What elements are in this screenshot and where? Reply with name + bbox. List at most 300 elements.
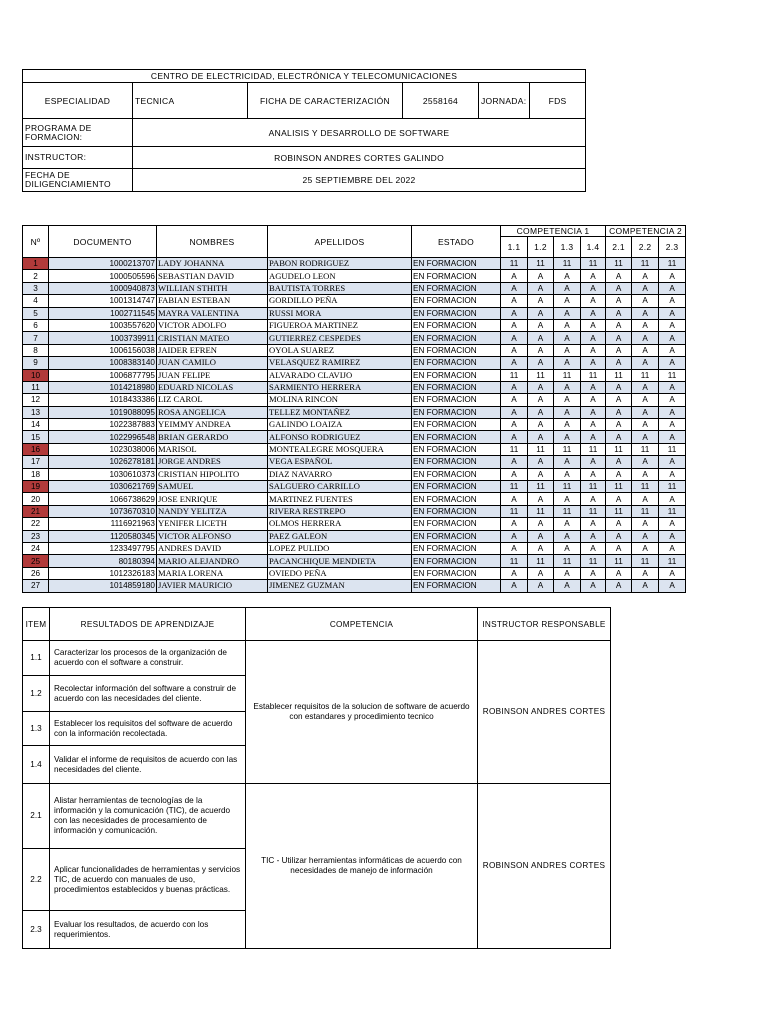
grade-cell: 11 <box>606 369 632 381</box>
grade-cell: A <box>632 344 659 356</box>
documento-cell: 1012326183 <box>49 567 157 579</box>
nombres-cell: YEIMMY ANDREA <box>157 419 268 431</box>
item-number: 2.1 <box>23 784 50 849</box>
apellidos-cell: OVIEDO PEÑA <box>268 567 412 579</box>
instructor-responsable: ROBINSON ANDRES CORTES <box>478 784 611 949</box>
grade-cell: A <box>659 270 686 282</box>
estado-cell: EN FORMACION <box>412 518 501 530</box>
student-row <box>23 555 686 567</box>
grade-cell: A <box>606 468 632 480</box>
grade-cell: A <box>554 406 581 418</box>
grade-cell: 11 <box>501 258 528 270</box>
grade-cell: 11 <box>632 555 659 567</box>
grade-cell: A <box>632 456 659 468</box>
grade-cell: 11 <box>659 369 686 381</box>
documento-cell: 1003739911 <box>49 332 157 344</box>
grade-cell: A <box>632 282 659 294</box>
grade-cell: A <box>501 319 528 331</box>
jornada-value: FDS <box>530 83 586 119</box>
grade-cell: A <box>606 270 632 282</box>
learning-result-text: Alistar herramientas de tecnologías de la información y la comunicación (TIC), de acuerdo con las necesidades de procesamiento de información y comunicación. <box>50 784 246 849</box>
grade-cell: A <box>606 431 632 443</box>
nombres-cell: JUAN FELIPE <box>157 369 268 381</box>
nombres-cell: MARISOL <box>157 443 268 455</box>
learning-results-table <box>22 607 611 949</box>
grade-cell: 11 <box>606 505 632 517</box>
learning-result-text: Aplicar funcionalidades de herramientas y servicios TIC, de acuerdo con manuales de uso, procedimientos establecidos y buenas prácticas. <box>50 849 246 911</box>
grade-cell: A <box>554 344 581 356</box>
student-row <box>23 307 686 319</box>
apellidos-cell: BAUTISTA TORRES <box>268 282 412 294</box>
estado-cell: EN FORMACION <box>412 295 501 307</box>
grade-cell: A <box>659 319 686 331</box>
estado-cell: EN FORMACION <box>412 282 501 294</box>
row-number: 13 <box>23 406 49 418</box>
grade-cell: A <box>606 456 632 468</box>
grade-cell: 11 <box>581 481 606 493</box>
row-number: 12 <box>23 394 49 406</box>
grade-cell: A <box>581 419 606 431</box>
grade-cell: A <box>606 406 632 418</box>
grade-cell: A <box>659 282 686 294</box>
grade-cell: A <box>659 406 686 418</box>
grade-cell: A <box>632 332 659 344</box>
apellidos-cell: VELASQUEZ RAMIREZ <box>268 357 412 369</box>
estado-cell: EN FORMACION <box>412 431 501 443</box>
documento-cell: 1002711545 <box>49 307 157 319</box>
row-number: 17 <box>23 456 49 468</box>
grade-cell: 11 <box>528 555 554 567</box>
documento-cell: 1001314747 <box>49 295 157 307</box>
row-number: 27 <box>23 580 49 592</box>
row-number: 8 <box>23 344 49 356</box>
instructor-label: INSTRUCTOR: <box>23 147 133 169</box>
nombres-cell: WILLIAN STHITH <box>157 282 268 294</box>
grade-cell: A <box>632 357 659 369</box>
documento-cell: 1026278181 <box>49 456 157 468</box>
apellidos-cell: DIAZ NAVARRO <box>268 468 412 480</box>
grade-cell: A <box>659 381 686 393</box>
grade-cell: 11 <box>632 369 659 381</box>
grade-cell: A <box>659 493 686 505</box>
item-number: 1.3 <box>23 712 50 746</box>
grade-cell: A <box>554 456 581 468</box>
row-number-flagged: 19 <box>23 481 49 493</box>
item-number: 1.1 <box>23 641 50 676</box>
row-number: 5 <box>23 307 49 319</box>
grade-cell: A <box>581 456 606 468</box>
grade-cell: A <box>659 580 686 592</box>
grade-cell: A <box>501 468 528 480</box>
grade-cell: A <box>581 493 606 505</box>
grade-cell: 11 <box>528 258 554 270</box>
row-number: 6 <box>23 319 49 331</box>
grade-cell: A <box>554 567 581 579</box>
row-number-flagged: 16 <box>23 443 49 455</box>
roster-body <box>23 258 686 593</box>
grade-cell: A <box>554 542 581 554</box>
center-title: CENTRO DE ELECTRICIDAD, ELECTRÓNICA Y TELECOMUNICACIONES <box>23 70 586 83</box>
nombres-cell: EDUARD NICOLAS <box>157 381 268 393</box>
student-roster-table <box>22 225 686 593</box>
grade-cell: A <box>501 332 528 344</box>
nombres-cell: NANDY YELITZA <box>157 505 268 517</box>
apellidos-cell: LOPEZ PULIDO <box>268 542 412 554</box>
student-row <box>23 443 686 455</box>
grade-cell: A <box>632 530 659 542</box>
learning-result-text: Evaluar los resultados, de acuerdo con los requerimientos. <box>50 911 246 949</box>
grade-cell: A <box>606 319 632 331</box>
grade-cell: 11 <box>659 555 686 567</box>
programa-value: ANALISIS Y DESARROLLO DE SOFTWARE <box>133 119 586 147</box>
apellidos-cell: MONTEALEGRE MOSQUERA <box>268 443 412 455</box>
grade-cell: A <box>606 580 632 592</box>
grade-cell: A <box>659 518 686 530</box>
grade-cell: A <box>581 381 606 393</box>
grade-cell: 11 <box>528 505 554 517</box>
estado-cell: EN FORMACION <box>412 406 501 418</box>
col-item: ITEM <box>23 608 50 641</box>
jornada-label: JORNADA: <box>479 83 530 119</box>
documento-cell: 1019088095 <box>49 406 157 418</box>
grade-cell: 11 <box>554 481 581 493</box>
nombres-cell: JAVIER MAURICIO <box>157 580 268 592</box>
grade-cell: A <box>501 542 528 554</box>
grade-cell: A <box>528 542 554 554</box>
grade-cell: A <box>528 518 554 530</box>
grade-cell: A <box>528 357 554 369</box>
row-number: 14 <box>23 419 49 431</box>
student-row <box>23 567 686 579</box>
col-nombres: NOMBRES <box>157 226 268 258</box>
grade-cell: A <box>606 282 632 294</box>
grade-cell: A <box>606 567 632 579</box>
grade-cell: 11 <box>581 369 606 381</box>
student-row <box>23 518 686 530</box>
documento-cell: 1030621769 <box>49 481 157 493</box>
grade-cell: A <box>528 270 554 282</box>
grade-cell: A <box>581 518 606 530</box>
student-row <box>23 419 686 431</box>
col-competencia-2: COMPETENCIA 2 <box>606 226 686 237</box>
estado-cell: EN FORMACION <box>412 394 501 406</box>
student-row <box>23 369 686 381</box>
grade-cell: A <box>501 307 528 319</box>
apellidos-cell: RIVERA RESTREPO <box>268 505 412 517</box>
grade-cell: A <box>501 344 528 356</box>
row-number: 18 <box>23 468 49 480</box>
item-number: 1.2 <box>23 676 50 712</box>
row-number: 11 <box>23 381 49 393</box>
grade-cell: A <box>659 567 686 579</box>
competencia-text: TIC - Utilizar herramientas informáticas de acuerdo con necesidades de manejo de información <box>246 784 478 949</box>
grade-cell: A <box>606 357 632 369</box>
nombres-cell: JUAN CAMILO <box>157 357 268 369</box>
grade-cell: 11 <box>528 443 554 455</box>
grade-cell: A <box>501 580 528 592</box>
grade-cell: A <box>581 295 606 307</box>
grade-cell: A <box>554 580 581 592</box>
estado-cell: EN FORMACION <box>412 555 501 567</box>
instructor-value: ROBINSON ANDRES CORTES GALINDO <box>133 147 586 169</box>
grade-cell: A <box>554 282 581 294</box>
student-row <box>23 270 686 282</box>
documento-cell: 1014859180 <box>49 580 157 592</box>
apellidos-cell: JIMENEZ GUZMAN <box>268 580 412 592</box>
grade-cell: A <box>581 357 606 369</box>
documento-cell: 1023038006 <box>49 443 157 455</box>
grade-cell: A <box>528 419 554 431</box>
nombres-cell: MARIA LORENA <box>157 567 268 579</box>
col-sub-1-4: 1.4 <box>581 237 606 258</box>
estado-cell: EN FORMACION <box>412 443 501 455</box>
grade-cell: A <box>632 307 659 319</box>
grade-cell: A <box>528 319 554 331</box>
grade-cell: A <box>528 431 554 443</box>
grade-cell: A <box>632 518 659 530</box>
grade-cell: A <box>581 406 606 418</box>
col-competencia: COMPETENCIA <box>246 608 478 641</box>
row-number: 24 <box>23 542 49 554</box>
nombres-cell: BRIAN GERARDO <box>157 431 268 443</box>
grade-cell: A <box>659 344 686 356</box>
grade-cell: A <box>528 493 554 505</box>
apellidos-cell: ALVARADO CLAVIJO <box>268 369 412 381</box>
nombres-cell: YENIFER LICETH <box>157 518 268 530</box>
row-number-flagged: 1 <box>23 258 49 270</box>
documento-cell: 1030610373 <box>49 468 157 480</box>
nombres-cell: CRISTIAN MATEO <box>157 332 268 344</box>
col-instructor-responsable: INSTRUCTOR RESPONSABLE <box>478 608 611 641</box>
grade-cell: A <box>632 468 659 480</box>
documento-cell: 1018433386 <box>49 394 157 406</box>
grade-cell: A <box>501 357 528 369</box>
grade-cell: A <box>606 381 632 393</box>
grade-cell: A <box>581 580 606 592</box>
grade-cell: A <box>606 295 632 307</box>
documento-cell: 1014218980 <box>49 381 157 393</box>
student-row <box>23 580 686 592</box>
grade-cell: A <box>501 456 528 468</box>
grade-cell: A <box>606 542 632 554</box>
grade-cell: 11 <box>659 443 686 455</box>
grade-cell: 11 <box>501 443 528 455</box>
row-number: 4 <box>23 295 49 307</box>
grade-cell: 11 <box>528 481 554 493</box>
grade-cell: A <box>554 394 581 406</box>
grade-cell: A <box>501 431 528 443</box>
apellidos-cell: OLMOS HERRERA <box>268 518 412 530</box>
estado-cell: EN FORMACION <box>412 332 501 344</box>
grade-cell: 11 <box>554 258 581 270</box>
grade-cell: A <box>581 332 606 344</box>
estado-cell: EN FORMACION <box>412 567 501 579</box>
grade-cell: A <box>528 530 554 542</box>
grade-cell: A <box>581 270 606 282</box>
grade-cell: A <box>581 394 606 406</box>
grade-cell: 11 <box>581 258 606 270</box>
especialidad-label: ESPECIALIDAD <box>23 83 133 119</box>
grade-cell: A <box>659 332 686 344</box>
grade-cell: A <box>606 332 632 344</box>
documento-cell: 1120580345 <box>49 530 157 542</box>
grade-cell: A <box>606 307 632 319</box>
grade-cell: A <box>632 431 659 443</box>
estado-cell: EN FORMACION <box>412 419 501 431</box>
grade-cell: 11 <box>659 505 686 517</box>
student-row <box>23 394 686 406</box>
nombres-cell: MAYRA VALENTINA <box>157 307 268 319</box>
row-number: 15 <box>23 431 49 443</box>
row-number-flagged: 25 <box>23 555 49 567</box>
apellidos-cell: ALFONSO RODRIGUEZ <box>268 431 412 443</box>
learning-result-text: Recolectar información del software a construir de acuerdo con las necesidades del cliente. <box>50 676 246 712</box>
row-number: 23 <box>23 530 49 542</box>
documento-cell: 1000940873 <box>49 282 157 294</box>
estado-cell: EN FORMACION <box>412 481 501 493</box>
grade-cell: A <box>501 381 528 393</box>
grade-cell: A <box>501 419 528 431</box>
estado-cell: EN FORMACION <box>412 369 501 381</box>
item-number: 2.3 <box>23 911 50 949</box>
apellidos-cell: AGUDELO LEON <box>268 270 412 282</box>
documento-cell: 1233497795 <box>49 542 157 554</box>
documento-cell: 1022996548 <box>49 431 157 443</box>
apellidos-cell: GALINDO LOAIZA <box>268 419 412 431</box>
grade-cell: A <box>554 493 581 505</box>
grade-cell: A <box>659 530 686 542</box>
grade-cell: A <box>554 332 581 344</box>
nombres-cell: MARIO ALEJANDRO <box>157 555 268 567</box>
documento-cell: 1073670310 <box>49 505 157 517</box>
col-num: Nº <box>23 226 49 258</box>
grade-cell: 11 <box>632 505 659 517</box>
ficha-value: 2558164 <box>403 83 479 119</box>
grade-cell: A <box>501 567 528 579</box>
apellidos-cell: MARTINEZ FUENTES <box>268 493 412 505</box>
grade-cell: 11 <box>606 258 632 270</box>
grade-cell: A <box>632 542 659 554</box>
estado-cell: EN FORMACION <box>412 530 501 542</box>
student-row <box>23 493 686 505</box>
documento-cell: 80180394 <box>49 555 157 567</box>
row-number-flagged: 21 <box>23 505 49 517</box>
grade-cell: A <box>659 357 686 369</box>
grade-cell: A <box>659 468 686 480</box>
grade-cell: 11 <box>501 505 528 517</box>
grade-cell: A <box>632 295 659 307</box>
grade-cell: A <box>659 394 686 406</box>
estado-cell: EN FORMACION <box>412 319 501 331</box>
nombres-cell: FABIAN ESTEBAN <box>157 295 268 307</box>
grade-cell: A <box>581 567 606 579</box>
apellidos-cell: MOLINA RINCON <box>268 394 412 406</box>
grade-cell: A <box>528 406 554 418</box>
grade-cell: A <box>659 419 686 431</box>
grade-cell: A <box>606 493 632 505</box>
estado-cell: EN FORMACION <box>412 270 501 282</box>
grade-cell: A <box>501 530 528 542</box>
student-row <box>23 319 686 331</box>
grade-cell: 11 <box>528 369 554 381</box>
student-row <box>23 468 686 480</box>
fecha-value: 25 SEPTIEMBRE DEL 2022 <box>133 169 586 192</box>
apellidos-cell: PACANCHIQUE MENDIETA <box>268 555 412 567</box>
row-number: 22 <box>23 518 49 530</box>
grade-cell: 11 <box>581 555 606 567</box>
grade-cell: A <box>528 344 554 356</box>
row-number: 9 <box>23 357 49 369</box>
grade-cell: A <box>501 394 528 406</box>
grade-cell: 11 <box>606 555 632 567</box>
ficha-label: FICHA DE CARACTERIZACIÓN <box>248 83 403 119</box>
grade-cell: A <box>632 270 659 282</box>
estado-cell: EN FORMACION <box>412 344 501 356</box>
grade-cell: A <box>528 567 554 579</box>
documento-cell: 1022387883 <box>49 419 157 431</box>
grade-cell: A <box>632 567 659 579</box>
col-sub-2-3: 2.3 <box>659 237 686 258</box>
student-row <box>23 295 686 307</box>
col-competencia-1: COMPETENCIA 1 <box>501 226 606 237</box>
grade-cell: A <box>528 381 554 393</box>
student-row <box>23 406 686 418</box>
col-apellidos: APELLIDOS <box>268 226 412 258</box>
grade-cell: A <box>581 344 606 356</box>
apellidos-cell: OYOLA SUAREZ <box>268 344 412 356</box>
estado-cell: EN FORMACION <box>412 456 501 468</box>
grade-cell: 11 <box>659 258 686 270</box>
grade-cell: 11 <box>632 258 659 270</box>
grade-cell: A <box>528 282 554 294</box>
col-sub-2-2: 2.2 <box>632 237 659 258</box>
nombres-cell: JAIDER EFREN <box>157 344 268 356</box>
col-sub-1-3: 1.3 <box>554 237 581 258</box>
apellidos-cell: RUSSI MORA <box>268 307 412 319</box>
student-row <box>23 332 686 344</box>
grade-cell: A <box>606 344 632 356</box>
estado-cell: EN FORMACION <box>412 307 501 319</box>
estado-cell: EN FORMACION <box>412 381 501 393</box>
item-number: 1.4 <box>23 746 50 784</box>
grade-cell: A <box>659 431 686 443</box>
student-row <box>23 431 686 443</box>
student-row <box>23 258 686 270</box>
grade-cell: A <box>632 493 659 505</box>
grade-cell: A <box>659 456 686 468</box>
nombres-cell: LIZ CAROL <box>157 394 268 406</box>
grade-cell: A <box>606 419 632 431</box>
estado-cell: EN FORMACION <box>412 468 501 480</box>
student-row <box>23 381 686 393</box>
apellidos-cell: GUTIERREZ CESPEDES <box>268 332 412 344</box>
documento-cell: 1066738629 <box>49 493 157 505</box>
documento-cell: 1006877795 <box>49 369 157 381</box>
student-row <box>23 344 686 356</box>
documento-cell: 1008383140 <box>49 357 157 369</box>
grade-cell: A <box>632 406 659 418</box>
grade-cell: A <box>581 468 606 480</box>
grade-cell: A <box>501 406 528 418</box>
learning-result-text: Establecer los requisitos del software de acuerdo con la información recolectada. <box>50 712 246 746</box>
learning-result-text: Caracterizar los procesos de la organización de acuerdo con el software a construir. <box>50 641 246 676</box>
nombres-cell: JORGE ANDRES <box>157 456 268 468</box>
row-number: 26 <box>23 567 49 579</box>
documento-cell: 1006156038 <box>49 344 157 356</box>
grade-cell: 11 <box>632 443 659 455</box>
grade-cell: A <box>632 394 659 406</box>
apellidos-cell: SALGUERO CARRILLO <box>268 481 412 493</box>
